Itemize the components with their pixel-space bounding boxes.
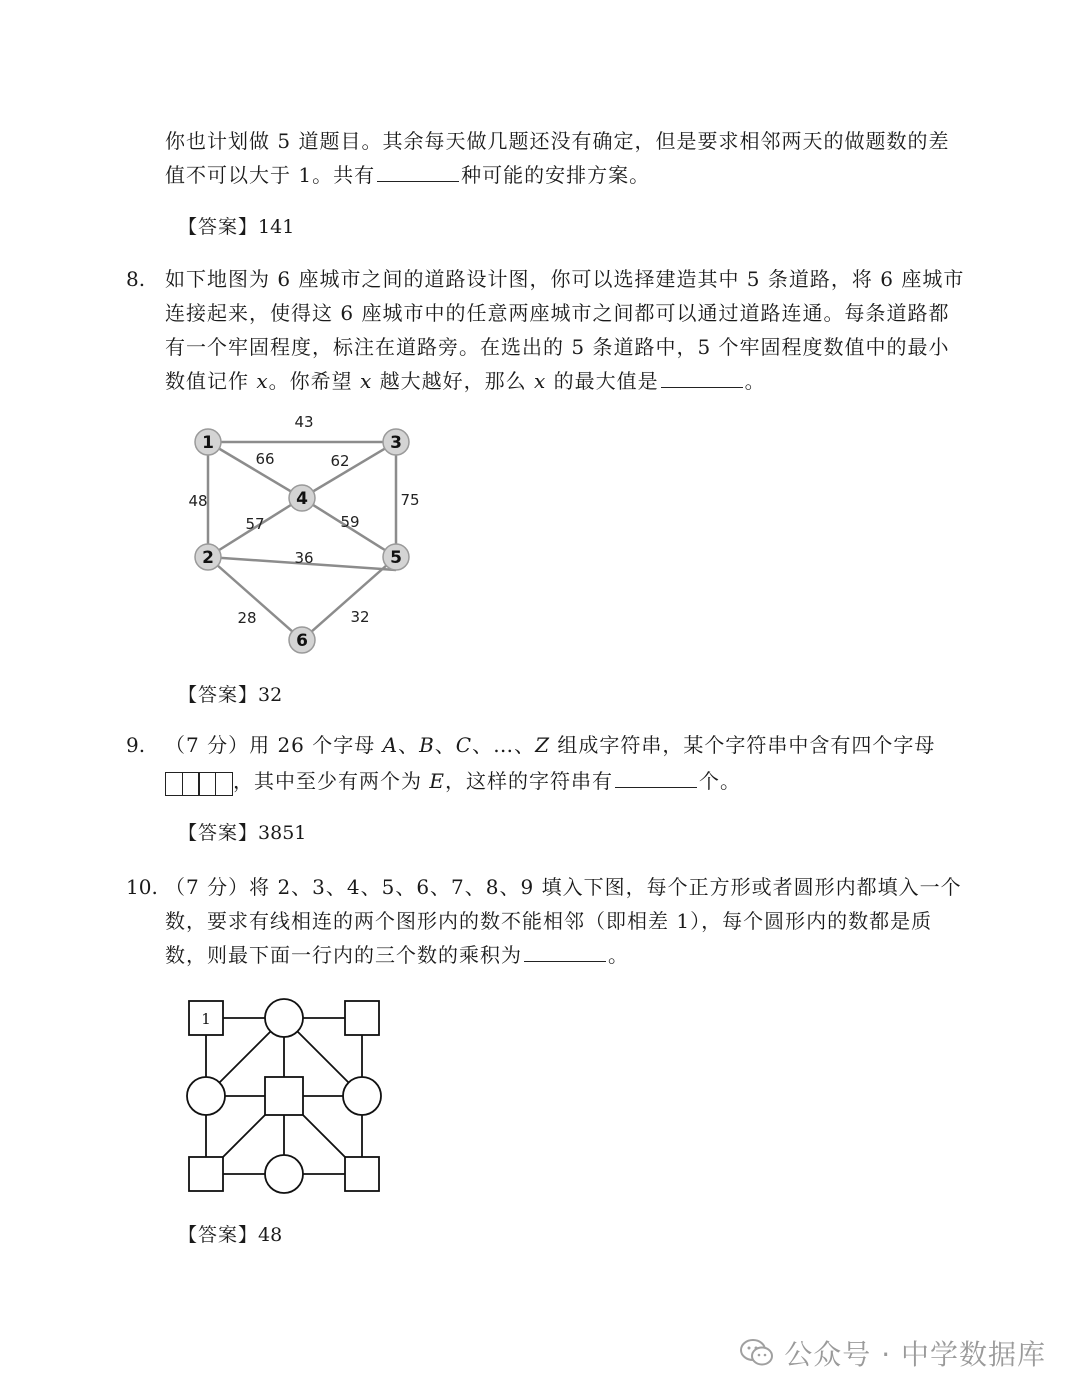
city-label-3: 3	[390, 433, 402, 453]
wechat-icon	[740, 1338, 774, 1368]
q8-number: 8.	[126, 267, 146, 291]
q7-answer: 【答案】141	[178, 216, 295, 238]
q10-text: （7 分）将 2、3、4、5、6、7、8、9 填入下图，每个正方形或者圆形内都填入一个 数，要求有线相连的两个图形内的数不能相邻（即相差 1），每个圆形内的数都是质 数，则最下面一行内的三个数的乘积为 。	[165, 875, 962, 967]
answer-blank	[661, 365, 743, 388]
edge-label-4-5: 59	[340, 513, 360, 531]
circle-top-middle	[265, 999, 303, 1037]
circle-middle-right	[343, 1077, 381, 1115]
q8-text: 如下地图为 6 座城市之间的道路设计图，你可以选择建造其中 5 条道路，将 6 座城市 连接起来，使得这 6 座城市中的任意两座城市之间都可以通过道路连通。每条道路都 有一个牢固程度，标注在道路旁。在选出的 5 条道路中，5 个牢固程度数值中的最小 数值记作 x。你希望 x 越大越好，那么 x 的最大值是 。	[165, 267, 965, 393]
edge-label-1-3: 43	[294, 413, 314, 431]
square-center	[265, 1077, 303, 1115]
answer-blank	[615, 765, 697, 788]
q7-text: 你也计划做 5 道题目。其余每天做几题还没有确定，但是要求相邻两天的做题数的差 值不可以大于 1。共有 种可能的安排方案。	[165, 129, 950, 187]
letter-boxes	[165, 766, 231, 800]
answer-blank	[524, 939, 606, 962]
edge-label-1-4: 66	[255, 450, 275, 468]
edge-label-2-5: 36	[294, 549, 314, 567]
q9-text: （7 分）用 26 个字母 A、B、C、…、Z 组成字符串，某个字符串中含有四个字母 ，其中至少有两个为 E，这样的字符串有 个。	[165, 728, 955, 800]
edge-2-6	[208, 557, 302, 640]
q8-answer: 【答案】32	[178, 684, 283, 706]
edge-label-2-4: 57	[245, 515, 265, 533]
city-label-4: 4	[296, 489, 308, 509]
road-graph	[180, 400, 440, 665]
city-label-2: 2	[202, 548, 214, 568]
q9-number: 9.	[126, 733, 146, 757]
city-label-5: 5	[390, 548, 402, 568]
edge-label-2-6: 28	[237, 609, 257, 627]
square-bottom-left	[189, 1157, 223, 1191]
square-bottom-right	[345, 1157, 379, 1191]
q10-number: 10.	[126, 875, 158, 899]
q10-answer: 【答案】48	[178, 1224, 283, 1246]
shape-diagram	[180, 990, 390, 1200]
circle-bottom-middle	[265, 1155, 303, 1193]
edge-3-4	[302, 442, 396, 498]
watermark	[740, 1333, 1046, 1373]
square-top-right	[345, 1001, 379, 1035]
watermark-text: 公众号 · 中学数据库	[784, 1338, 1046, 1371]
answer-blank	[377, 159, 459, 182]
edge-5-6	[302, 557, 396, 640]
edge-label-5-6: 32	[350, 608, 370, 626]
edge-label-3-5: 75	[400, 491, 420, 509]
city-label-6: 6	[296, 631, 308, 651]
circle-middle-left	[187, 1077, 225, 1115]
edge-label-3-4: 62	[330, 452, 350, 470]
given-number: 1	[201, 1010, 211, 1028]
q9-answer: 【答案】3851	[178, 822, 307, 844]
edge-label-1-2: 48	[188, 492, 208, 510]
city-label-1: 1	[202, 433, 214, 453]
